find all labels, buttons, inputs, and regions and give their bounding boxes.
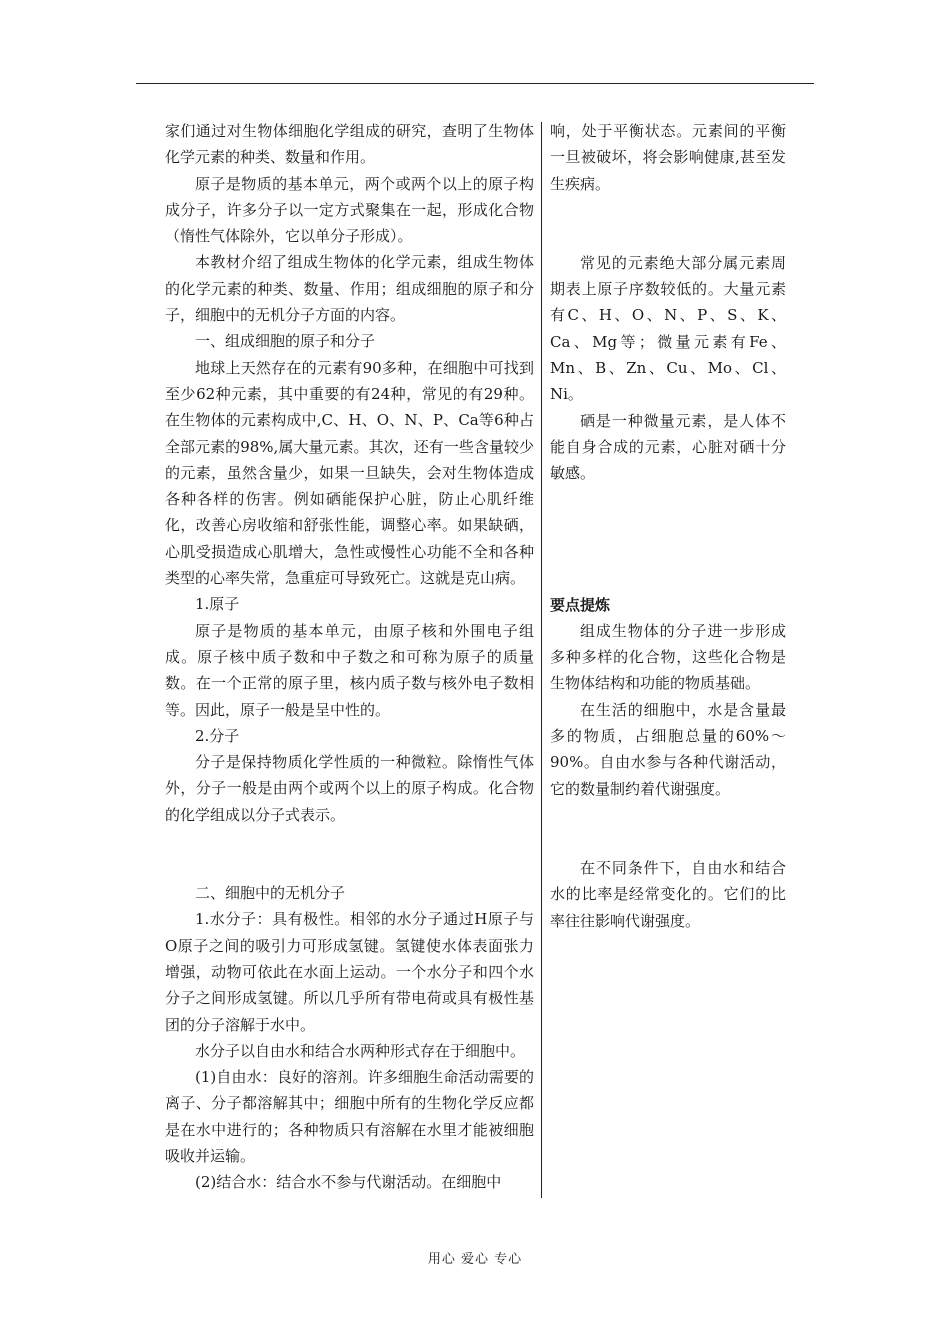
note-5: 在生活的细胞中，水是含量最多的物质，占细胞总量的60%～90%。自由水参与各种代谢活动，它的数量制约着代谢强度。 (550, 700, 786, 798)
header-rule (136, 83, 814, 84)
column-divider (541, 122, 542, 1198)
note-2: 常见的元素绝大部分属元素周期表上原子序数较低的。大量元素有C、H、O、N、P、S、K、Ca、Mg等；微量元素有Fe、Mn、B、Zn、Cu、Mo、Cl、Ni。 (550, 253, 786, 404)
subheading-molecule: 2.分子 (195, 726, 240, 745)
note-1: 响，处于平衡状态。元素间的平衡一旦被破坏，将会影响健康,甚至发生疾病。 (550, 122, 786, 193)
paragraph-5: 原子是物质的基本单元，由原子核和外围电子组成。原子核中质子数和中子数之和可称为原子的质量数。在一个正常的原子里，核内质子数与核外电子数相等。因此，原子一般是呈中性的。 (165, 621, 534, 719)
paragraph-3: 本教材介绍了组成生物体的化学元素，组成生物体的化学元素的种类、数量、作用；组成细胞的原子和分子，细胞中的无机分子方面的内容。 (165, 253, 534, 325)
subheading-atom: 1.原子 (195, 595, 240, 614)
note-6: 在不同条件下，自由水和结合水的比率是经常变化的。它们的比率往往影响代谢强度。 (550, 858, 786, 930)
key-points-heading: 要点提炼 (550, 595, 611, 614)
paragraph-1: 家们通过对生物体细胞化学组成的研究，查明了生物体化学元素的种类、数量和作用。 (165, 122, 534, 167)
side-notes-column (550, 118, 786, 934)
section-heading-2: 二、细胞中的无机分子 (195, 884, 346, 903)
paragraph-6: 分子是保持物质化学性质的一种微粒。除惰性气体外，分子一般是由两个或两个以上的原子构成。化合物的化学组成以分子式表示。 (165, 753, 534, 824)
section-heading-1: 一、组成细胞的原子和分子 (195, 332, 376, 351)
paragraph-2: 原子是物质的基本单元，两个或两个以上的原子构成分子，许多分子以一定方式聚集在一起，形成化合物（惰性气体除外，它以单分子形成）。 (165, 174, 534, 246)
paragraph-4: 地球上天然存在的元素有90多种，在细胞中可找到至少62种元素，其中重要的有24种，常见的有29种。在生物体的元素构成中,C、H、O、N、P、Ca等6种占全部元素的98%,属大量元素。其次，还有一些含量较少的元素，虽然含量少，如果一旦缺失，会对生物体造成各种各样的伤害。例如硒能保护心脏，防止心肌纤维化，改善心房收缩和舒张性能，调整心率。如果缺硒，心肌受损造成心肌增大，急性或慢性心功能不全和各种类型的心率失常，急重症可导致死亡。这就是克山病。 (165, 358, 534, 588)
note-4: 组成生物体的分子进一步形成多种多样的化合物，这些化合物是生物体结构和功能的物质基础。 (550, 621, 786, 693)
paragraph-10: (2)结合水：结合水不参与代谢活动。在细胞中 (195, 1173, 502, 1192)
paragraph-9: (1)自由水：良好的溶剂。许多细胞生命活动需要的离子、分子都溶解其中；细胞中所有的生物化学反应都是在水中进行的；各种物质只有溶解在水里才能被细胞吸收并运输。 (165, 1068, 534, 1165)
page-footer: 用心 爱心 专心 (427, 1252, 523, 1267)
paragraph-7: 1.水分子：具有极性。相邻的水分子通过H原子与O原子之间的吸引力可形成氢键。氢键使水体表面张力增强，动物可依此在水面上运动。一个水分子和四个水分子之间形成氢键。所以几乎所有带电荷或具有极性基团的分子溶解于水中。 (165, 910, 534, 1034)
main-column (165, 118, 534, 1196)
paragraph-8: 水分子以自由水和结合水两种形式存在于细胞中。 (195, 1041, 526, 1060)
note-3: 硒是一种微量元素，是人体不能自身合成的元素，心脏对硒十分敏感。 (550, 411, 786, 483)
